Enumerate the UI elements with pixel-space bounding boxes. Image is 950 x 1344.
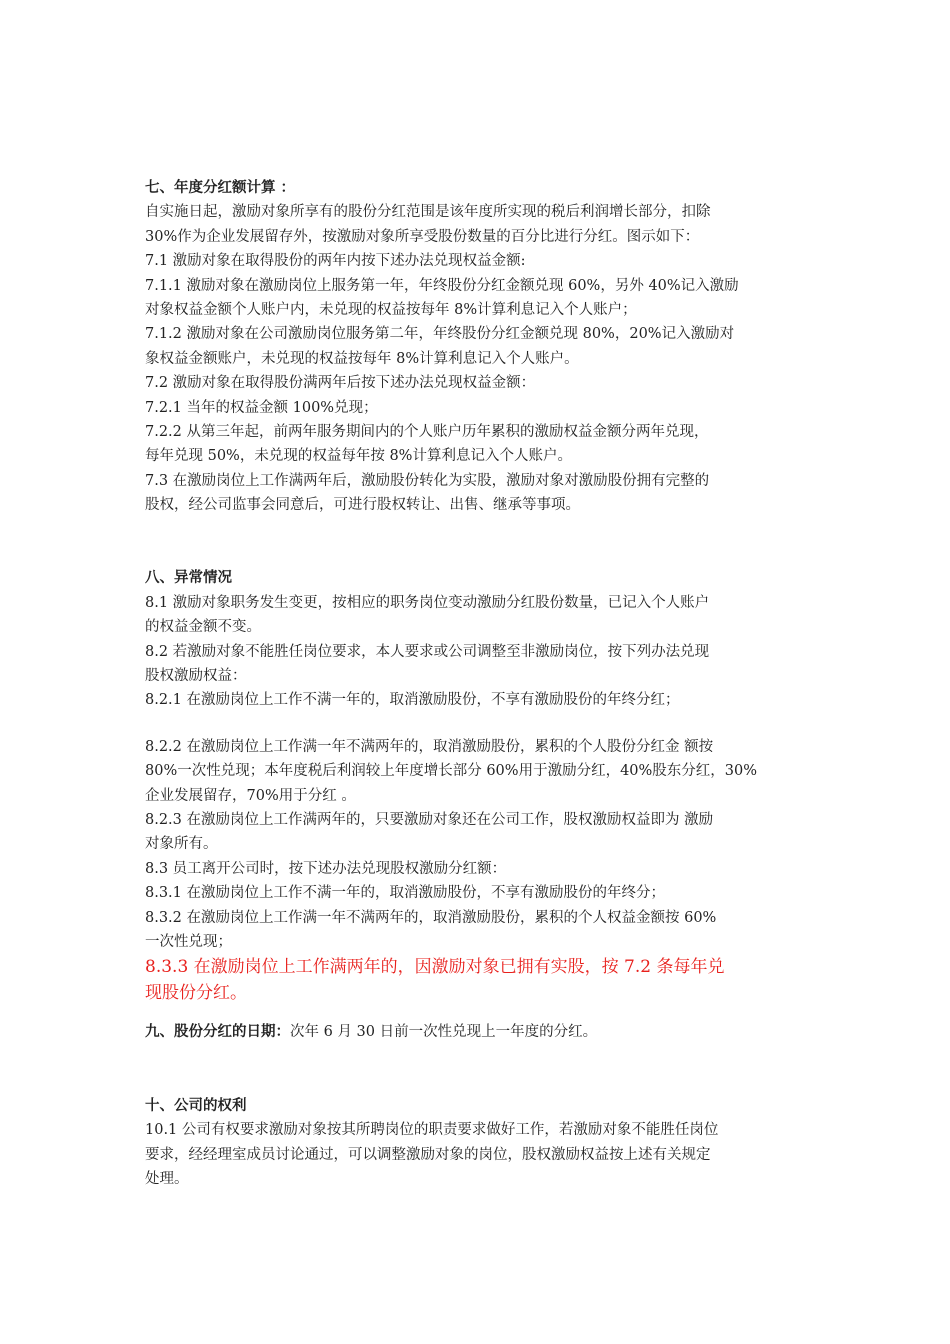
paragraph-line: 8.3.2 在激励岗位上工作满一年不满两年的，取消激励股份，累积的个人权益金额按 60% (145, 909, 717, 926)
paragraph-line: 8.2.3 在激励岗位上工作满两年的，只要激励对象还在公司工作，股权激励权益即为 激励 (145, 811, 714, 828)
paragraph-line: 30%作为企业发展留存外，按激励对象所享受股份数量的百分比进行分红。图示如下： (145, 228, 700, 245)
section-heading: 十、公司的权利 (145, 1097, 247, 1114)
highlighted-clause: 现股份分红。 (145, 983, 247, 1004)
document-body (145, 176, 815, 1191)
paragraph-line: 7.1 激励对象在取得股份的两年内按下述办法兑现权益金额: (145, 253, 526, 270)
spacer (145, 713, 815, 735)
paragraph-line: 处理。 (145, 1170, 189, 1187)
paragraph-line: 7.1.1 激励对象在激励岗位上服务第一年，年终股份分红金额兑现 60%，另外 40%记入激励 (145, 277, 739, 294)
paragraph-line: 8.1 激励对象职务发生变更，按相应的职务岗位变动激励分红股份数量，已记入个人账户 (145, 594, 710, 611)
paragraph-line: 80%一次性兑现；本年度税后利润较上年度增长部分 60%用于激励分红，40%股东分红，30% (145, 763, 758, 780)
paragraph-line: 8.2.2 在激励岗位上工作满一年不满两年的，取消激励股份，累积的个人股份分红金 额按 (145, 738, 714, 755)
paragraph-line: 一次性兑现； (145, 933, 232, 950)
section-heading: 八、异常情况 (145, 570, 232, 587)
section-9 (145, 1020, 815, 1044)
paragraph-line: 企业发展留存，70%用于分红 。 (145, 787, 356, 804)
section-9-line (145, 1020, 815, 1044)
spacer (145, 1006, 815, 1020)
paragraph-line: 7.1.2 激励对象在公司激励岗位服务第二年，年终股份分红金额兑现 80%，20%记入激励对 (145, 326, 735, 343)
section-10 (145, 1094, 815, 1192)
paragraph-line: 股权，经公司监事会同意后，可进行股权转让、出售、继承等事项。 (145, 497, 580, 514)
spacer (145, 1045, 815, 1094)
section-8 (145, 566, 815, 1006)
paragraph-line: 每年兑现 50%，未兑现的权益每年按 8%计算利息记入个人账户。 (145, 448, 572, 465)
paragraph-line: 8.3 员工离开公司时，按下述办法兑现股权激励分红额： (145, 860, 507, 877)
section-heading: 七、年度分红额计算 ： (145, 180, 296, 196)
paragraph-line: 8.3.1 在激励岗位上工作不满一年的，取消激励股份，不享有激励股份的年终分； (145, 885, 666, 902)
paragraph-line: 象权益金额账户，未兑现的权益按每年 8%计算利息记入个人账户。 (145, 350, 579, 367)
spacer (145, 517, 815, 566)
paragraph-line: 7.3 在激励岗位上工作满两年后，激励股份转化为实股，激励对象对激励股份拥有完整的 (145, 472, 710, 489)
paragraph-line: 8.2 若激励对象不能胜任岗位要求，本人要求或公司调整至非激励岗位，按下列办法兑现 (145, 643, 710, 660)
section-heading: 九、股份分红的日期： (145, 1024, 290, 1041)
paragraph-line: 的权益金额不变。 (145, 619, 261, 636)
paragraph-line: 股权激励权益： (145, 668, 247, 685)
paragraph-line: 自实施日起，激励对象所享有的股份分红范围是该年度所实现的税后利润增长部分，扣除 (145, 204, 711, 221)
paragraph-line: 8.2.1 在激励岗位上工作不满一年的，取消激励股份，不享有激励股份的年终分红； (145, 692, 680, 709)
paragraph-line: 7.2 激励对象在取得股份满两年后按下述办法兑现权益金额： (145, 375, 536, 392)
highlighted-clause: 8.3.3 在激励岗位上工作满两年的，因激励对象已拥有实股，按 7.2 条每年兑 (145, 957, 725, 978)
paragraph-line: 对象权益金额个人账户内，未兑现的权益按每年 8%计算利息记入个人账户； (145, 301, 637, 318)
paragraph-line: 要求，经经理室成员讨论通过，可以调整激励对象的岗位，股权激励权益按上述有关规定 (145, 1146, 711, 1163)
paragraph-line: 10.1 公司有权要求激励对象按其所聘岗位的职责要求做好工作，若激励对象不能胜任岗位 (145, 1122, 719, 1139)
payout-date-text: 次年 6 月 30 日前一次性兑现上一年度的分红。 (290, 1024, 598, 1041)
paragraph-line: 7.2.1 当年的权益金额 100%兑现； (145, 399, 378, 416)
paragraph-line: 对象所有。 (145, 836, 218, 853)
section-7 (145, 176, 815, 517)
paragraph-line: 7.2.2 从第三年起，前两年服务期间内的个人账户历年累积的激励权益金额分两年兑现， (145, 423, 709, 440)
